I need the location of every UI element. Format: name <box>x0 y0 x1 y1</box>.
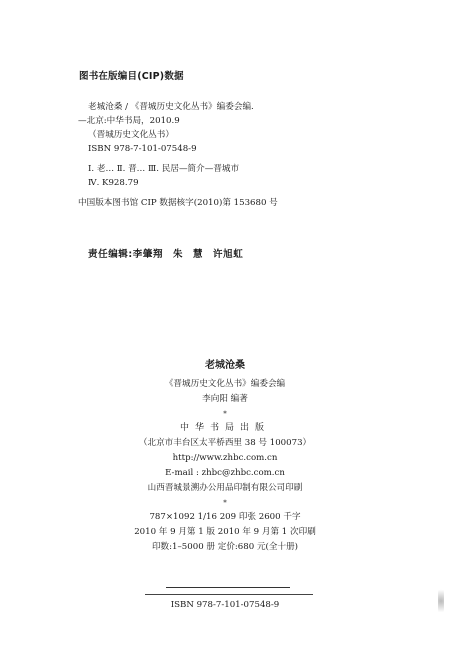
cip-heading: 图书在版编目(CIP)数据 <box>79 71 184 82</box>
cip-title-line: 老城沧桑 / 《晋城历史文化丛书》编委会编. <box>88 102 254 112</box>
cip-series-line: （晋城历史文化丛书） <box>88 130 174 140</box>
edition-line: 2010 年 9 月第 1 版 2010 年 9 月第 1 次印刷 <box>134 527 316 537</box>
cip-number-line: 中国版本图书馆 CIP 数据核字(2010)第 153680 号 <box>78 198 278 208</box>
print-run-line: 印数:1–5000 册 定价:680 元(全十册) <box>151 542 299 552</box>
author-line: 李向阳 编著 <box>202 394 248 404</box>
cip-data-block <box>78 100 418 210</box>
isbn-footer: ISBN 978-7-101-07548-9 <box>170 600 280 610</box>
cip-subject-line: Ⅰ. 老… Ⅱ. 晋… Ⅲ. 民居—简介—晋城市 <box>88 164 240 174</box>
format-line: 787×1092 1/16 209 印张 2600 千字 <box>149 512 301 522</box>
email-line: E-mail : zhbc@zhbc.com.cn <box>165 468 285 478</box>
printer-line: 山西晋城景溯办公用品印制有限公司印刷 <box>147 483 303 493</box>
colophon <box>0 358 450 555</box>
publisher-line: 中华书局出版 <box>179 423 270 433</box>
divider-rule <box>166 587 290 588</box>
book-title: 老城沧桑 <box>205 360 245 371</box>
website-line: http://www.zhbc.com.cn <box>172 453 278 463</box>
cip-isbn-line: ISBN 978-7-101-07548-9 <box>88 144 197 154</box>
divider-rule <box>145 594 313 595</box>
address-line: （北京市丰台区太平桥西里 38 号 100073） <box>138 438 312 448</box>
responsible-editors: 责任编辑:李肇翔 朱 慧 许旭虹 <box>88 249 244 260</box>
separator-star: * <box>223 410 227 418</box>
separator-star: * <box>223 499 227 507</box>
cip-publisher-line: —北京:中华书局，2010.9 <box>78 116 180 126</box>
cip-class-number: Ⅳ. K928.79 <box>88 178 139 188</box>
compiler-line: 《晋城历史文化丛书》编委会编 <box>164 379 286 389</box>
scan-smudge <box>438 585 444 617</box>
